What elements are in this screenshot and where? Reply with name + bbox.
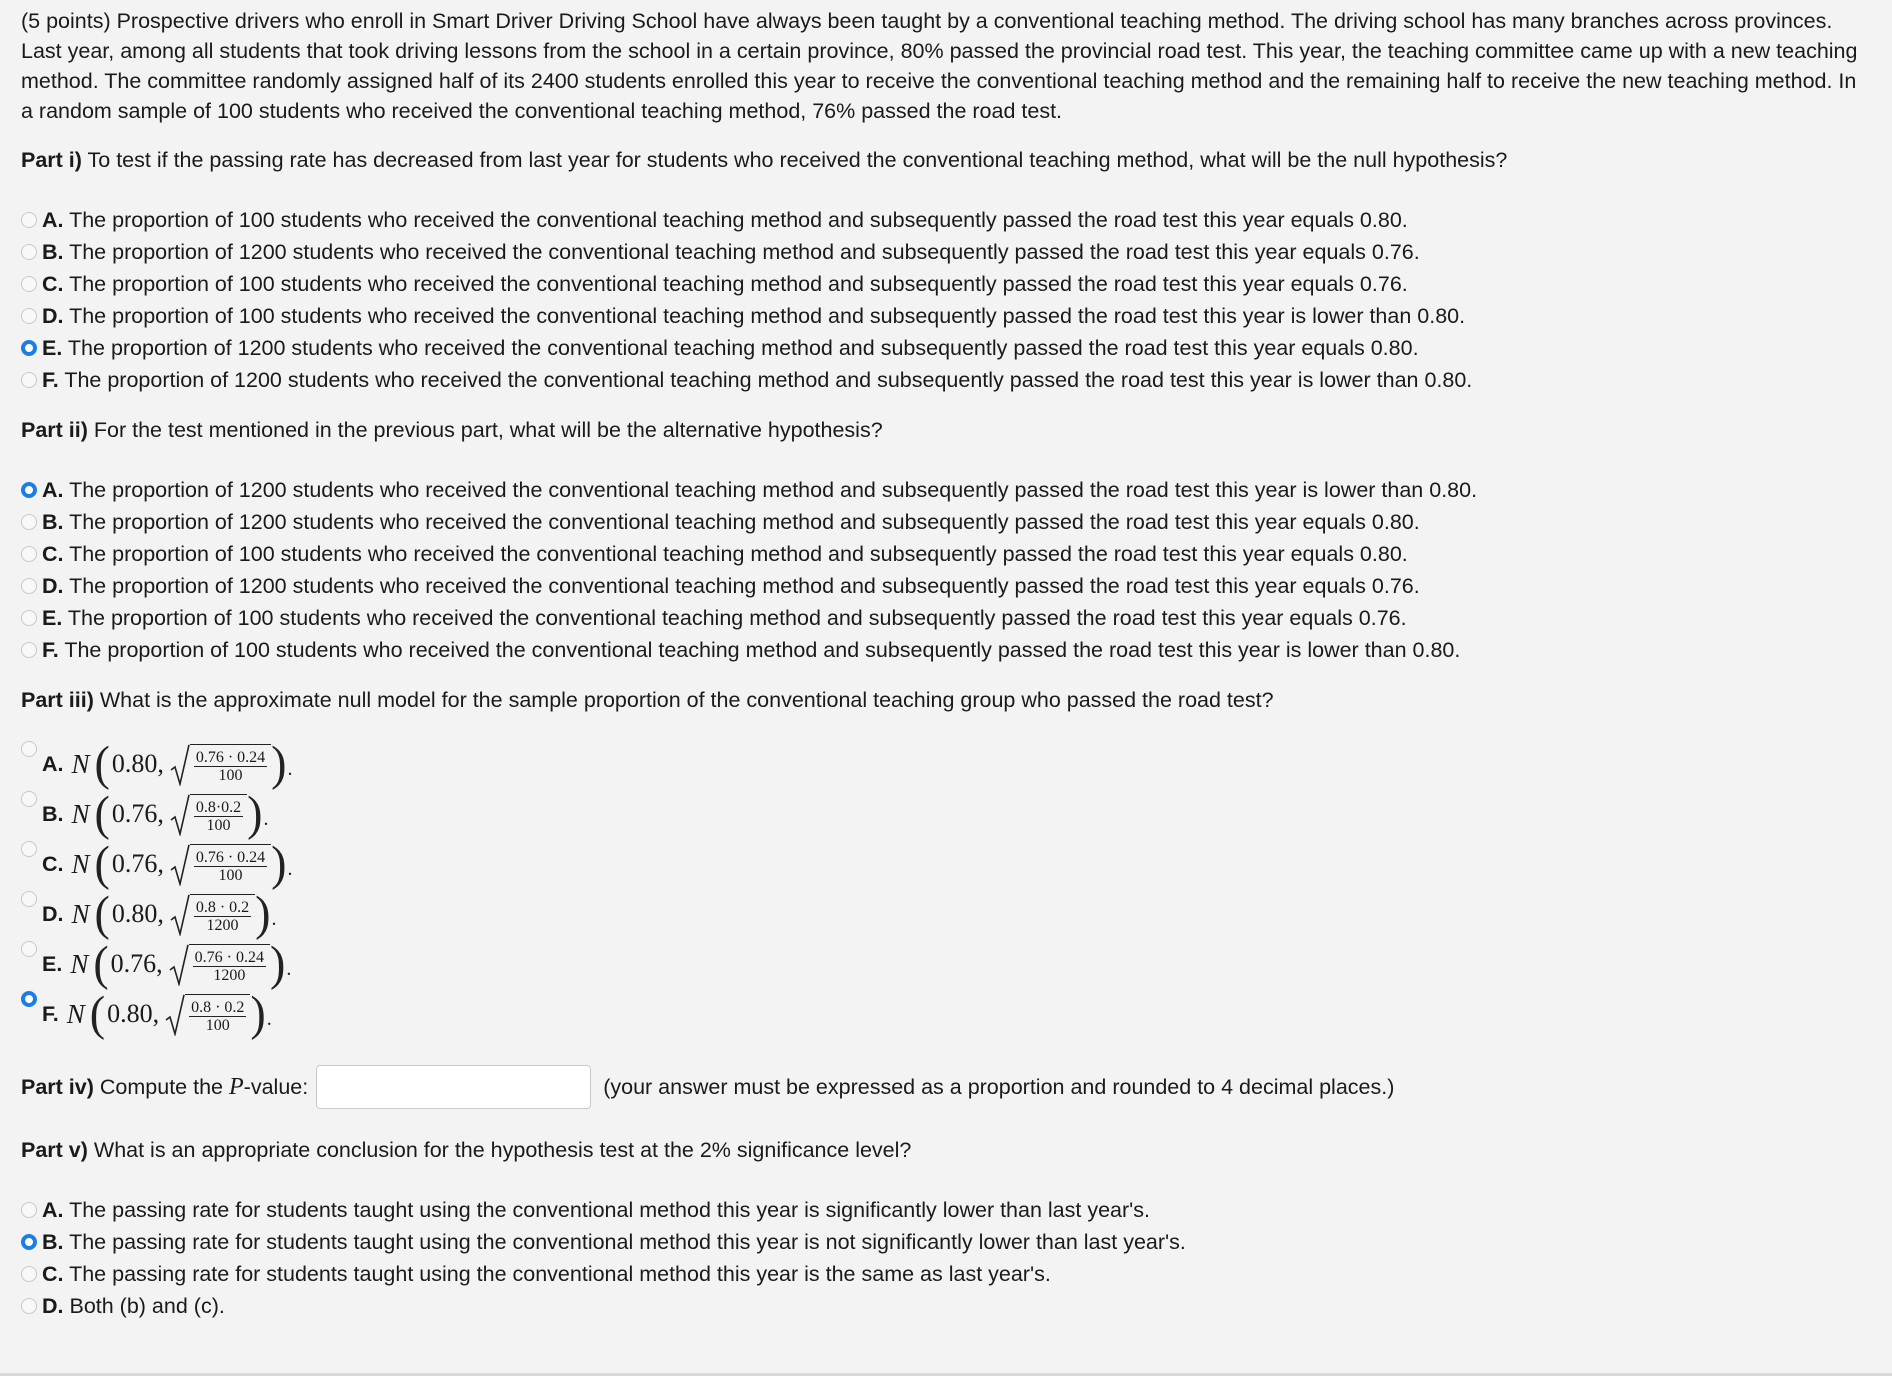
radio-button[interactable] bbox=[21, 741, 37, 757]
option-e[interactable] bbox=[21, 332, 1871, 364]
normal-model-expression bbox=[42, 786, 1871, 841]
part-iv-row bbox=[21, 1065, 1871, 1109]
p-symbol: P bbox=[229, 1073, 244, 1100]
option-text: The passing rate for students taught using the conventional method this year is not significantly lower than last year's. bbox=[69, 1230, 1186, 1254]
period: . bbox=[287, 858, 293, 880]
radio-button[interactable] bbox=[21, 1266, 37, 1282]
normal-symbol: N bbox=[71, 848, 90, 879]
option-letter: B. bbox=[42, 801, 64, 826]
option-text: The proportion of 100 students who received the conventional teaching method and subsequently passed the road test this year is lower than 0.80. bbox=[69, 304, 1466, 328]
part-v-options bbox=[21, 1194, 1871, 1322]
mean-value: 0.80, bbox=[107, 999, 160, 1028]
sqrt-expression bbox=[169, 942, 270, 986]
option-e[interactable] bbox=[21, 936, 1871, 991]
left-paren: ( bbox=[89, 986, 106, 1041]
part-v-label: Part v) bbox=[21, 1138, 88, 1162]
option-text: The passing rate for students taught using the conventional method this year is significantly lower than last year's. bbox=[69, 1198, 1150, 1222]
part-iii-question bbox=[21, 685, 1871, 715]
option-letter: F. bbox=[42, 368, 59, 392]
radio-button[interactable] bbox=[21, 372, 37, 388]
option-letter: D. bbox=[42, 574, 64, 598]
radio-button[interactable] bbox=[21, 991, 37, 1007]
period: . bbox=[287, 758, 293, 780]
option-letter: D. bbox=[42, 1294, 64, 1318]
period: . bbox=[286, 958, 292, 980]
period: . bbox=[271, 908, 277, 930]
left-paren: ( bbox=[94, 886, 110, 941]
part-iv-label: Part iv) bbox=[21, 1074, 94, 1099]
option-a[interactable] bbox=[21, 474, 1871, 506]
fraction-numerator: 0.76 · 0.24 bbox=[195, 749, 266, 766]
option-letter: B. bbox=[42, 1230, 64, 1254]
part-i-label: Part i) bbox=[21, 148, 82, 172]
radio-button[interactable] bbox=[21, 1234, 37, 1250]
part-ii-text: For the test mentioned in the previous part, what will be the alternative hypothesis? bbox=[93, 418, 883, 442]
period: . bbox=[263, 808, 269, 830]
radicand bbox=[190, 744, 271, 786]
period: . bbox=[266, 1008, 272, 1030]
option-c[interactable] bbox=[21, 538, 1871, 570]
radical-sign-icon bbox=[165, 992, 185, 1036]
part-i-options bbox=[21, 204, 1871, 396]
option-text: The proportion of 1200 students who received the conventional teaching method and subsequently passed the road test this year equals 0.80. bbox=[69, 510, 1420, 534]
mean-value: 0.80, bbox=[111, 749, 164, 778]
radio-button[interactable] bbox=[21, 482, 37, 498]
option-b[interactable] bbox=[21, 786, 1871, 841]
part-iv-note: (your answer must be expressed as a proportion and rounded to 4 decimal places.) bbox=[603, 1074, 1395, 1099]
option-d[interactable] bbox=[21, 300, 1871, 332]
part-i-question bbox=[21, 145, 1871, 175]
radio-button[interactable] bbox=[21, 308, 37, 324]
option-text: The proportion of 1200 students who received the conventional teaching method and subsequently passed the road test this year is lower than 0.80. bbox=[69, 478, 1478, 502]
option-text: The proportion of 1200 students who received the conventional teaching method and subsequently passed the road test this year equals 0.80. bbox=[67, 336, 1419, 360]
radio-button[interactable] bbox=[21, 578, 37, 594]
part-i-text: To test if the passing rate has decreased from last year for students who received the conventional teaching method, what will be the null hypothesis? bbox=[87, 148, 1508, 172]
option-letter: F. bbox=[42, 1001, 59, 1026]
radio-button[interactable] bbox=[21, 244, 37, 260]
radicand bbox=[190, 894, 255, 936]
radio-button[interactable] bbox=[21, 941, 37, 957]
left-paren: ( bbox=[94, 836, 110, 891]
option-c[interactable] bbox=[21, 836, 1871, 891]
option-letter: C. bbox=[42, 1262, 64, 1286]
option-d[interactable] bbox=[21, 570, 1871, 602]
normal-symbol: N bbox=[66, 998, 85, 1029]
part-v-text: What is an appropriate conclusion for the hypothesis test at the 2% significance level? bbox=[93, 1138, 912, 1162]
option-letter: C. bbox=[42, 542, 64, 566]
radicand bbox=[190, 844, 271, 886]
fraction-numerator: 0.76 · 0.24 bbox=[195, 849, 266, 866]
option-text: The proportion of 100 students who received the conventional teaching method and subsequently passed the road test this year is lower than 0.80. bbox=[64, 638, 1461, 662]
part-iv-suffix: -value: bbox=[243, 1074, 309, 1099]
option-text: The proportion of 100 students who received the conventional teaching method and subsequently passed the road test this year equals 0.80. bbox=[69, 208, 1408, 232]
option-a[interactable] bbox=[21, 204, 1871, 236]
radio-button[interactable] bbox=[21, 642, 37, 658]
radio-button[interactable] bbox=[21, 514, 37, 530]
option-text: The proportion of 1200 students who received the conventional teaching method and subsequently passed the road test this year equals 0.76. bbox=[69, 240, 1420, 264]
part-ii-label: Part ii) bbox=[21, 418, 88, 442]
radio-button[interactable] bbox=[21, 212, 37, 228]
part-ii-options bbox=[21, 474, 1871, 666]
option-letter: D. bbox=[42, 304, 64, 328]
radical-sign-icon bbox=[170, 742, 190, 786]
sqrt-expression bbox=[170, 792, 247, 836]
option-text: The passing rate for students taught using the conventional method this year is the same as last year's. bbox=[69, 1262, 1051, 1286]
fraction-numerator: 0.76 · 0.24 bbox=[194, 949, 264, 966]
normal-model-expression bbox=[42, 836, 1871, 891]
radicand bbox=[185, 994, 250, 1036]
option-c[interactable] bbox=[21, 1258, 1871, 1290]
radical-sign-icon bbox=[170, 842, 190, 886]
option-text: The proportion of 100 students who received the conventional teaching method and subsequently passed the road test this year equals 0.76. bbox=[69, 272, 1408, 296]
option-letter: B. bbox=[42, 240, 64, 264]
radio-button[interactable] bbox=[21, 1298, 37, 1314]
mean-value: 0.80, bbox=[111, 899, 164, 928]
option-letter: C. bbox=[42, 851, 64, 876]
option-letter: B. bbox=[42, 510, 64, 534]
right-paren: ) bbox=[271, 736, 287, 791]
option-f[interactable] bbox=[21, 634, 1871, 666]
option-letter: A. bbox=[42, 208, 64, 232]
option-b[interactable] bbox=[21, 236, 1871, 268]
fraction-denominator: 100 bbox=[218, 867, 243, 884]
radio-button[interactable] bbox=[21, 340, 37, 356]
option-letter: A. bbox=[42, 1198, 64, 1222]
radio-button[interactable] bbox=[21, 610, 37, 626]
option-letter: F. bbox=[42, 638, 59, 662]
fraction-numerator: 0.8·0.2 bbox=[195, 799, 242, 816]
right-paren: ) bbox=[270, 936, 286, 991]
fraction-denominator: 1200 bbox=[213, 967, 246, 984]
p-value-input[interactable] bbox=[316, 1065, 591, 1109]
left-paren: ( bbox=[94, 736, 110, 791]
radio-button[interactable] bbox=[21, 891, 37, 907]
normal-symbol: N bbox=[71, 798, 90, 829]
option-b[interactable] bbox=[21, 1226, 1871, 1258]
right-paren: ) bbox=[250, 986, 266, 1041]
radical-sign-icon bbox=[170, 792, 190, 836]
option-text: The proportion of 1200 students who received the conventional teaching method and subsequently passed the road test this year is lower than 0.80. bbox=[64, 368, 1473, 392]
normal-symbol: N bbox=[70, 948, 89, 979]
option-letter: C. bbox=[42, 272, 64, 296]
left-paren: ( bbox=[93, 936, 109, 991]
part-iii-label: Part iii) bbox=[21, 688, 94, 712]
radicand bbox=[189, 944, 270, 986]
part-ii-question bbox=[21, 415, 1871, 445]
radicand bbox=[190, 794, 247, 836]
radical-sign-icon bbox=[170, 892, 190, 936]
part-iii-options bbox=[21, 736, 1871, 1041]
problem-intro: (5 points) Prospective drivers who enroll in Smart Driver Driving School have always been taught by a conventional teaching method. The driving school has many branches across provinces. Last year, among all students that took driving lessons from the school in a certain province, 80% passed the provincial road test. This year, the teaching committee came up with a new teaching method. The committee randomly assigned half of its 2400 students enrolled this year to receive the conventional teaching method and the remaining half to receive the new teaching method. In a random sample of 100 students who received the conventional teaching method, 76% passed the road test. bbox=[21, 9, 1858, 123]
normal-model-expression bbox=[42, 736, 1871, 791]
sqrt-expression bbox=[170, 842, 271, 886]
right-paren: ) bbox=[255, 886, 271, 941]
radical-sign-icon bbox=[169, 942, 189, 986]
right-paren: ) bbox=[271, 836, 287, 891]
option-a[interactable] bbox=[21, 736, 1871, 791]
option-d[interactable] bbox=[21, 1290, 1871, 1322]
radio-button[interactable] bbox=[21, 276, 37, 292]
left-paren: ( bbox=[94, 786, 110, 841]
mean-value: 0.76, bbox=[110, 949, 163, 978]
option-b[interactable] bbox=[21, 506, 1871, 538]
fraction-numerator: 0.8 · 0.2 bbox=[195, 899, 250, 916]
radio-button[interactable] bbox=[21, 1202, 37, 1218]
option-d[interactable] bbox=[21, 886, 1871, 941]
sqrt-expression bbox=[165, 992, 250, 1036]
option-f[interactable] bbox=[21, 364, 1871, 396]
mean-value: 0.76, bbox=[111, 799, 164, 828]
option-e[interactable] bbox=[21, 602, 1871, 634]
fraction-denominator: 100 bbox=[206, 817, 231, 834]
normal-model-expression bbox=[42, 886, 1871, 941]
option-letter: E. bbox=[42, 606, 63, 630]
option-letter: E. bbox=[42, 951, 63, 976]
option-letter: A. bbox=[42, 478, 64, 502]
fraction-numerator: 0.8 · 0.2 bbox=[191, 999, 245, 1016]
option-a[interactable] bbox=[21, 1194, 1871, 1226]
option-text: The proportion of 100 students who received the conventional teaching method and subsequently passed the road test this year equals 0.76. bbox=[67, 606, 1407, 630]
fraction-denominator: 100 bbox=[218, 767, 243, 784]
option-letter: D. bbox=[42, 901, 64, 926]
mean-value: 0.76, bbox=[111, 849, 164, 878]
normal-model-expression bbox=[42, 936, 1871, 991]
radio-button[interactable] bbox=[21, 841, 37, 857]
option-text: The proportion of 1200 students who received the conventional teaching method and subsequently passed the road test this year equals 0.76. bbox=[69, 574, 1420, 598]
option-letter: E. bbox=[42, 336, 63, 360]
right-paren: ) bbox=[247, 786, 263, 841]
option-f[interactable] bbox=[21, 986, 1871, 1041]
normal-symbol: N bbox=[71, 748, 90, 779]
normal-model-expression bbox=[42, 986, 1871, 1041]
option-letter: A. bbox=[42, 751, 64, 776]
part-iii-text: What is the approximate null model for the sample proportion of the conventional teaching group who passed the road test? bbox=[99, 688, 1274, 712]
option-c[interactable] bbox=[21, 268, 1871, 300]
fraction-denominator: 100 bbox=[205, 1017, 230, 1034]
option-text: The proportion of 100 students who received the conventional teaching method and subsequently passed the road test this year equals 0.80. bbox=[69, 542, 1408, 566]
fraction-denominator: 1200 bbox=[206, 917, 239, 934]
radio-button[interactable] bbox=[21, 791, 37, 807]
option-text: Both (b) and (c). bbox=[69, 1294, 225, 1318]
normal-symbol: N bbox=[71, 898, 90, 929]
sqrt-expression bbox=[170, 892, 255, 936]
sqrt-expression bbox=[170, 742, 271, 786]
part-v-question bbox=[21, 1135, 1871, 1165]
radio-button[interactable] bbox=[21, 546, 37, 562]
part-iv-prefix: Compute the bbox=[99, 1074, 223, 1099]
